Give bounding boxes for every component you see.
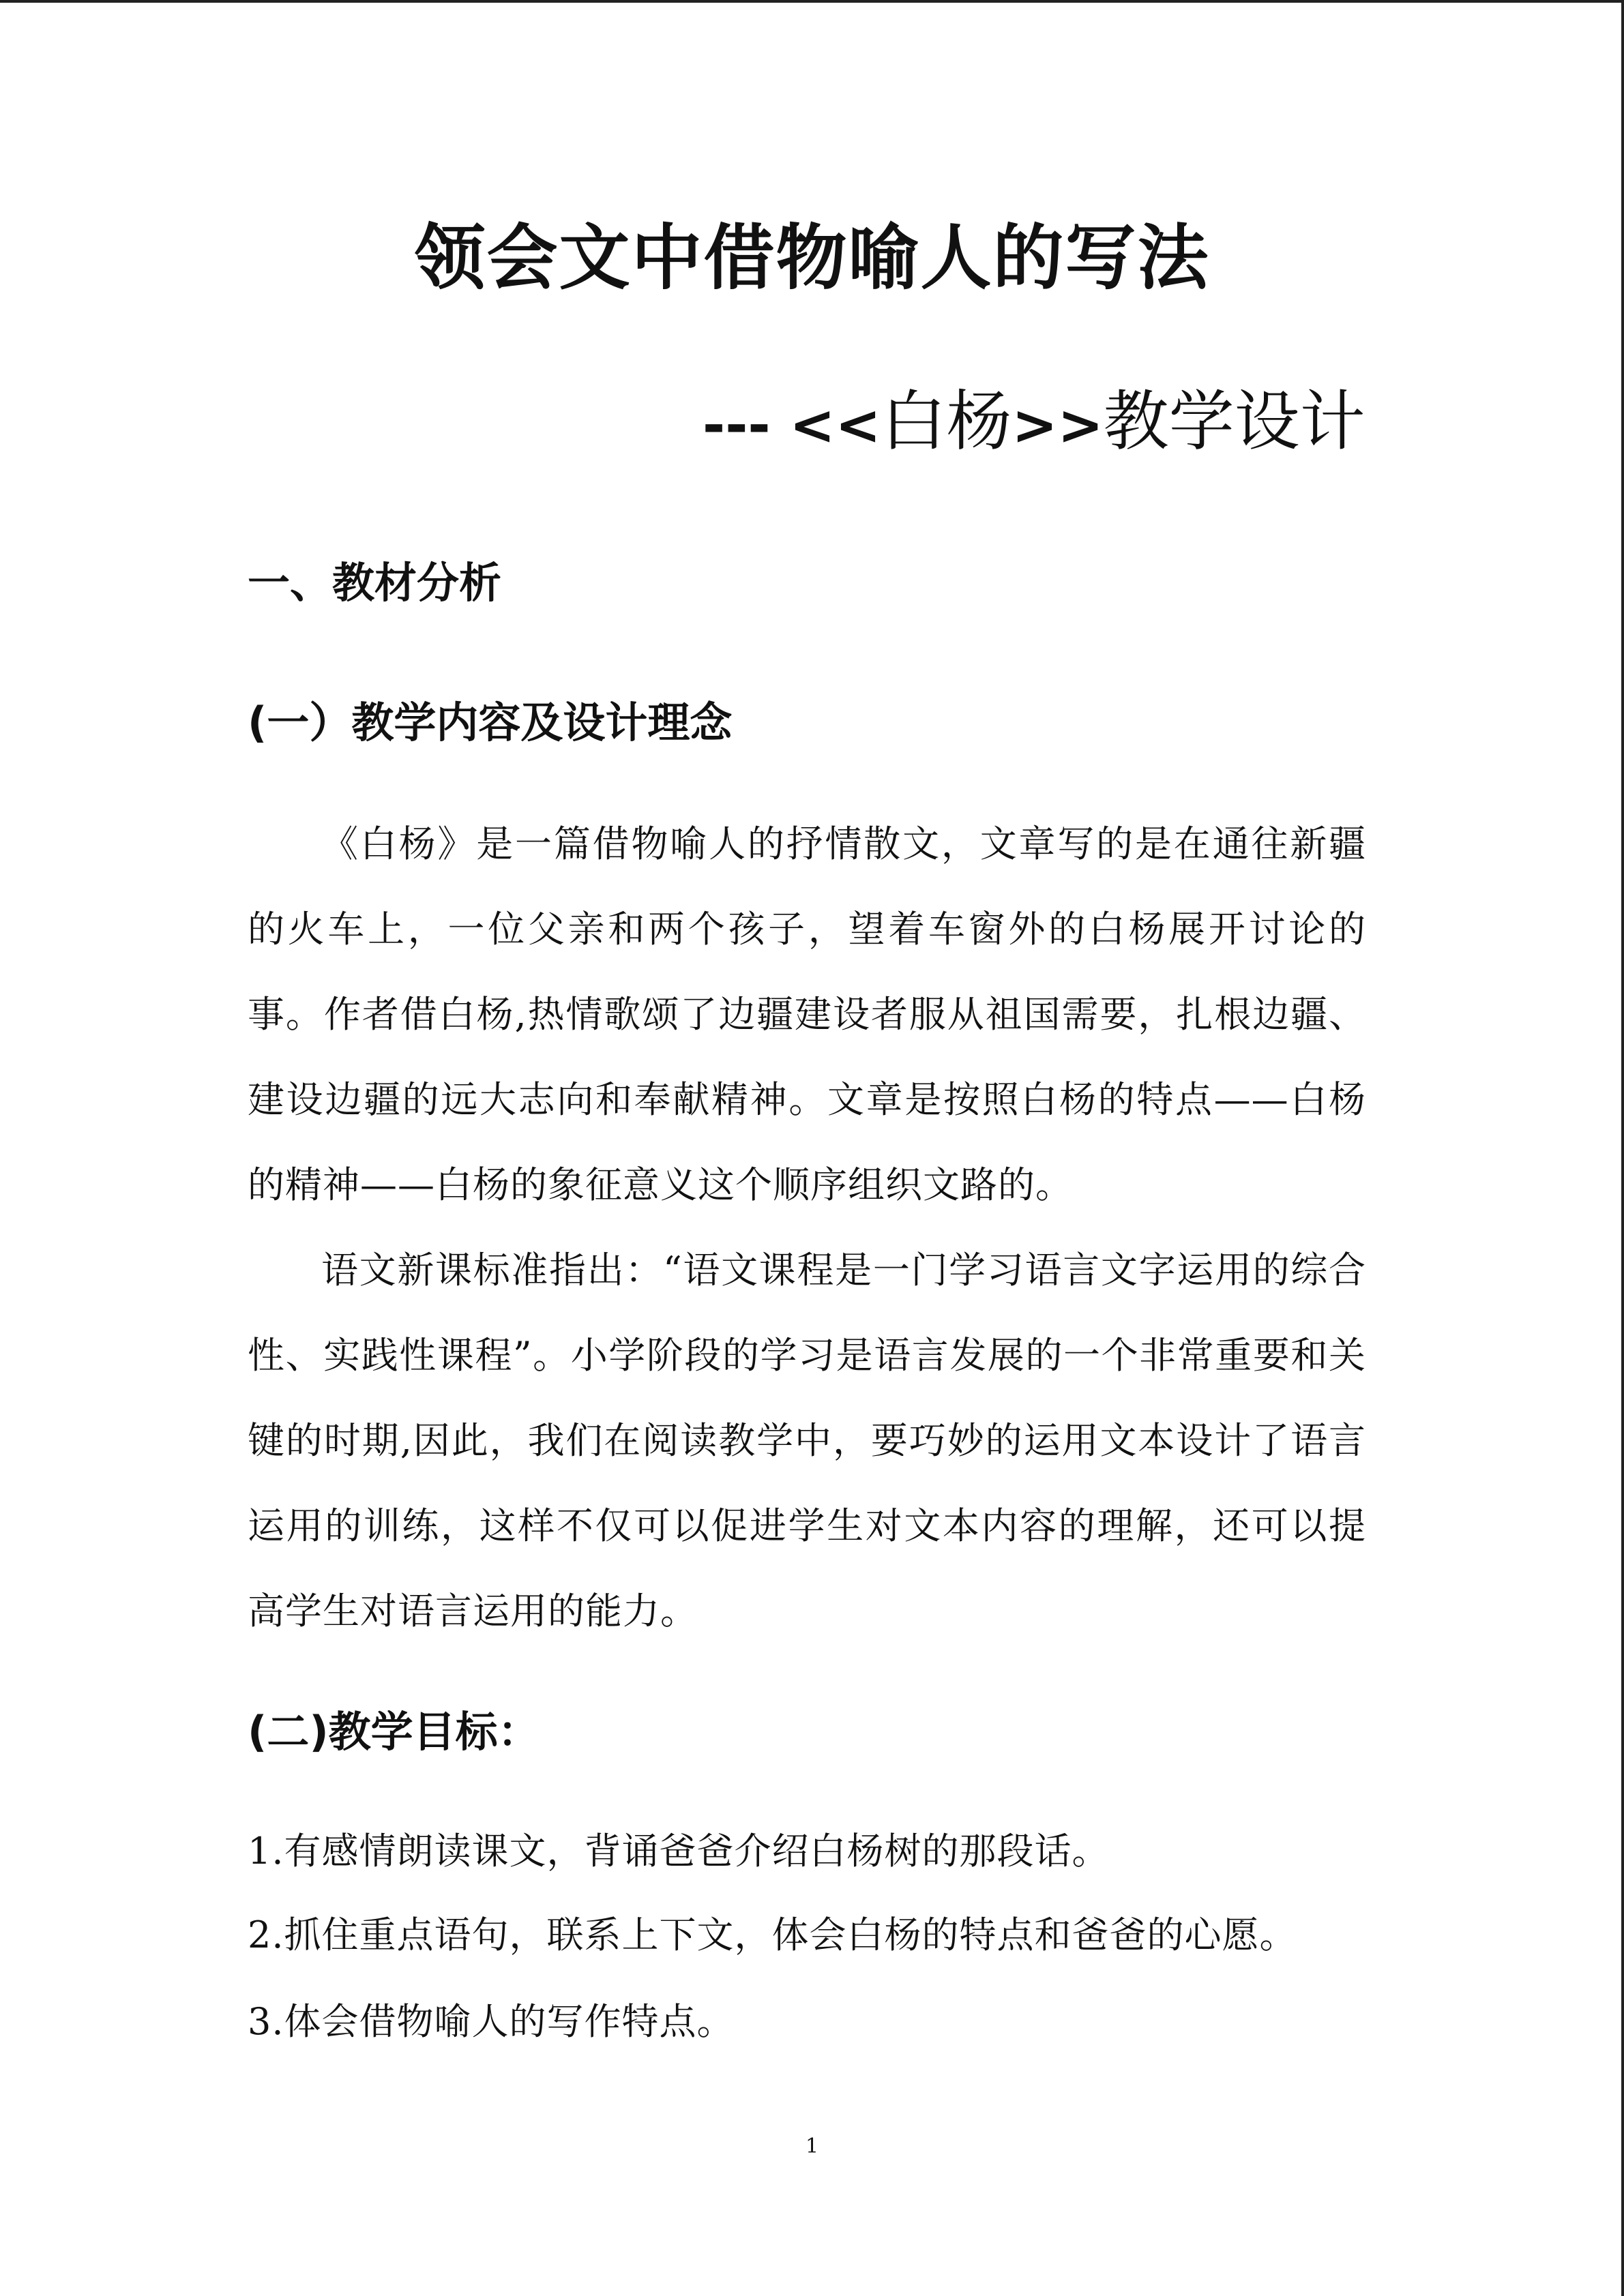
page-border-right xyxy=(1621,0,1624,2296)
page-number: 1 xyxy=(805,2134,819,2158)
goal-item-1: 1.有感情朗读课文，背诵爸爸介绍白杨树的那段话。 xyxy=(248,1830,1110,1873)
page-border-top xyxy=(0,0,1624,3)
goal-item-3: 3.体会借物喻人的写作特点。 xyxy=(248,2000,735,2043)
subtitle-prefix: --- << xyxy=(703,393,881,457)
subtitle-name: 白杨 xyxy=(881,383,1012,460)
subsection-heading-content-concept: (一）教学内容及设计理念 xyxy=(248,698,733,747)
section-heading-textbook-analysis: 一、教材分析 xyxy=(248,558,502,608)
paragraph-text-intro: 《白杨》是一篇借物喻人的抒情散文，文章写的是在通往新疆的火车上，一位父亲和两个孩子，望着车窗外的白杨展开讨论的事。作者借白杨,热情歌颂了边疆建设者服从祖国需要，扎根边疆、建设边疆的远大志向和奉献精神。文章是按照白杨的特点——白杨的精神——白杨的象征意义这个顺序组织文路的。 xyxy=(248,822,1366,1206)
subtitle-close: >> xyxy=(1012,393,1104,457)
subtitle-rest: 教学设计 xyxy=(1103,383,1365,460)
document-title: 领会文中借物喻人的写法 xyxy=(414,215,1210,299)
goal-item-2: 2.抓住重点语句，联系上下文，体会白杨的特点和爸爸的心愿。 xyxy=(248,1913,1297,1956)
subsection-heading-teaching-goals: (二)教学目标： xyxy=(248,1707,540,1757)
paragraph-curriculum-standard: 语文新课标准指出：“语文课程是一门学习语言文字运用的综合性、实践性课程”。小学阶段的学习是语言发展的一个非常重要和关键的时期,因此，我们在阅读教学中，要巧妙的运用文本设计了语言运用的训练，这样不仅可以促进学生对文本内容的理解，还可以提高学生对语言运用的能力。 xyxy=(248,1249,1366,1632)
document-subtitle xyxy=(703,374,1365,473)
